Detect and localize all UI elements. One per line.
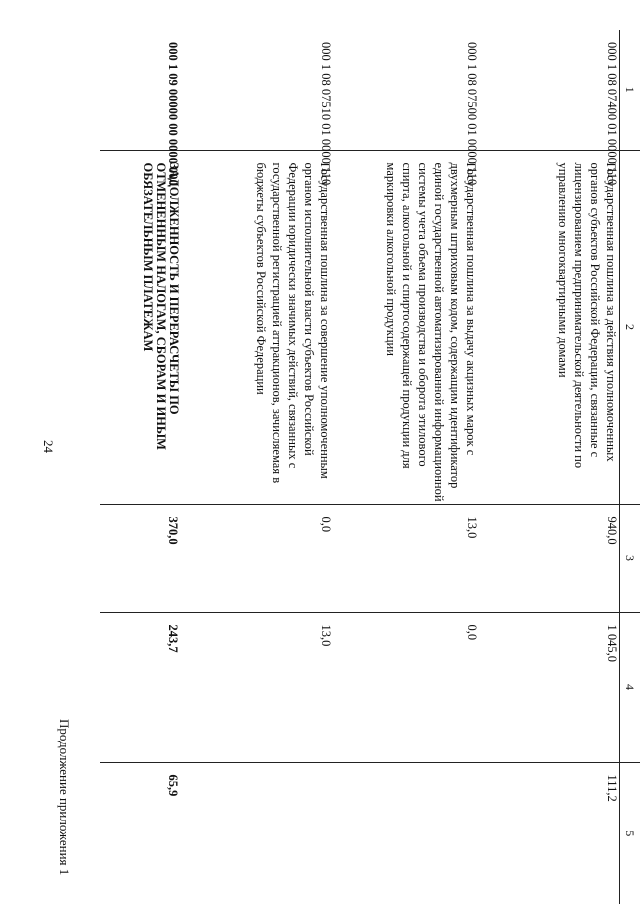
value-col4: 13,0 [180, 612, 333, 762]
column-header-5: 5 [620, 762, 640, 904]
column-header-1: 1 [620, 30, 640, 150]
table-row [333, 30, 479, 904]
value-col5 [333, 762, 479, 904]
item-name: ЗАДОЛЖЕННОСТЬ И ПЕРЕРАСЧЕТЫ ПО ОТМЕНЕННЫМ НАЛОГАМ, СБОРАМ И ИНЫМ ОБЯЗАТЕЛЬНЫМ ПЛАТЕЖАМ [100, 150, 180, 504]
value-col5 [180, 762, 333, 904]
budget-code: 000 1 09 00000 00 0000 000 [166, 42, 181, 186]
value-col4: 0,0 [333, 612, 479, 762]
table-row [100, 30, 180, 904]
value-col4: 243,7 [100, 612, 180, 762]
value-col3: 370,0 [100, 504, 180, 612]
value-col5: 111,2 [479, 762, 619, 904]
column-header-4: 4 [620, 612, 640, 762]
header-row [620, 30, 640, 904]
value-col3: 13,0 [333, 504, 479, 612]
budget-code: 000 1 08 07500 01 0000 110 [465, 42, 480, 186]
table-row [180, 30, 333, 904]
value-col3: 940,0 [479, 504, 619, 612]
appendix-label: Продолжение приложения 1 [57, 719, 72, 876]
column-header-2: 2 [620, 150, 640, 504]
value-col3: 0,0 [180, 504, 333, 612]
budget-code: 000 1 08 07510 01 0000 110 [319, 42, 334, 186]
value-col5: 65,9 [100, 762, 180, 904]
column-header-3: 3 [620, 504, 640, 612]
item-name: Государственная пошлина за совершение уполномоченным органом исполнительной власти субъектов Российской Федерации юридически значимых действий, связанных с государственной регистрацией аттракционов, зачисляемая в бюджеты субъектов Российской Федерации [180, 150, 333, 504]
budget-code: 000 1 08 07400 01 0000 110 [605, 42, 619, 186]
page-number: 24 [41, 440, 56, 453]
budget-table [100, 30, 640, 904]
value-col4: 1 045,0 [479, 612, 619, 762]
item-name: Государственная пошлина за действия уполномоченных органов субъектов Российской Федерации, связанные с лицензированием предпринимательской деятельности по управлению многоквартирными домами [479, 150, 619, 504]
table-row [479, 30, 619, 904]
item-name: Государственная пошлина за выдачу акцизных марок с двухмерным штриховым кодом, содержащим идентификатор единой государственной автоматизированной информационной системы учета объема производства и оборота этилового спирта, алкогольной и спиртосодержащей продукции для маркировки алкогольной продукции [333, 150, 479, 504]
